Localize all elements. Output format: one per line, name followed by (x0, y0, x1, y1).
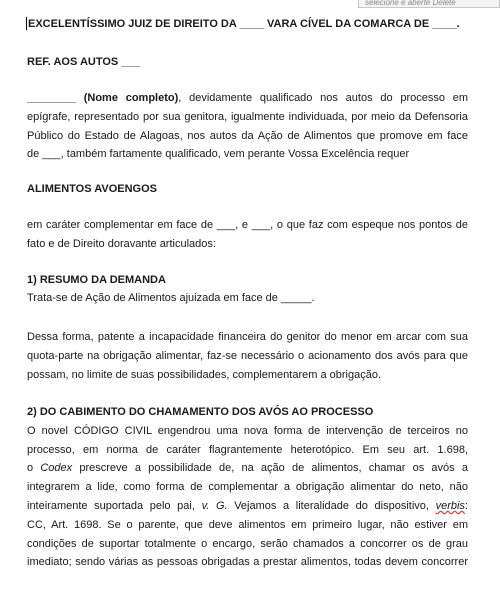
edit-hint-tooltip: selecione e aberte Delete (358, 0, 500, 8)
intro-line-1 (27, 91, 468, 105)
section2-line-2: processo, em norma de caráter flagrantemente heterotópico. Em seu art. 1.698, (27, 444, 468, 456)
verbis-italic: verbis (435, 500, 465, 512)
section2-line-3-a: o (27, 462, 41, 474)
section2-line-4: integrarem a lide, como forma de complementar a obrigação alimentar do neto, não (27, 481, 468, 493)
section2-line-3 (27, 461, 468, 475)
section2-line-5-b: Vejamos a literalidade do dispositivo, (227, 500, 436, 512)
section1-para2-line-3: possam, no limite de suas possibilidades, complementarem a obrigação. (27, 369, 382, 381)
section1-heading: 1) RESUMO DA DEMANDA (27, 274, 166, 286)
intro-line-3: Público do Estado de Alagoas, nos autos da Ação de Alimentos que promove em face (27, 130, 468, 142)
name-placeholder: (Nome completo) (83, 92, 179, 104)
ref-autos: REF. AOS AUTOS ___ (27, 56, 140, 68)
section1-para2-line-1: Dessa forma, patente a incapacidade financeira do genitor do menor em arcar com sua (27, 331, 468, 343)
vg-italic: v. G. (201, 500, 228, 512)
section2-line-8: imediato; sendo várias as pessoas obrigadas a prestar alimentos, todas devem concorrer (27, 556, 468, 568)
section2-line-5-c: : (464, 500, 468, 512)
text-cursor (26, 17, 27, 30)
section1-para2-line-2: quota-parte na obrigação alimentar, faz-se necessário o acionamento dos avós para que (27, 350, 468, 362)
section-title: ALIMENTOS AVOENGOS (27, 183, 157, 195)
section2-line-6: CC, Art. 1698. Se o parente, que deve alimentos em primeiro lugar, não estiver em (27, 519, 468, 531)
codex-italic: Codex (40, 462, 73, 474)
section2-heading: 2) DO CABIMENTO DO CHAMAMENTO DOS AVÓS AO PROCESSO (27, 406, 374, 418)
intro-line-4: de ___, também fartamente qualificado, vem perante Vossa Excelência requer (27, 148, 410, 160)
section2-line-1: O novel CÓDIGO CIVIL engendrou uma nova forma de intervenção de terceiros no (27, 425, 468, 437)
name-blank: ________ (27, 92, 76, 104)
section2-line-3-b: prescreve a possibilidade de, na ação de alimentos, chamar os avós a (72, 462, 468, 474)
intro-line-1-rest: , devidamente qualificado nos autos do processo em (178, 92, 468, 104)
intro-line-2: epígrafe, representado por sua genitora, igualmente individuada, por meio da Defensoria (27, 111, 468, 123)
document-header: EXCELENTÍSSIMO JUIZ DE DIREITO DA ____ VARA CÍVEL DA COMARCA DE ____. (28, 18, 460, 30)
section1-line-1: Trata-se de Ação de Alimentos ajuizada em face de _____. (27, 292, 315, 304)
complement-line-1: em caráter complementar em face de ___, e ___, o que faz com espeque nos pontos de (27, 219, 468, 231)
complement-line-2: fato e de Direito doravante articulados: (27, 238, 216, 250)
section2-line-5-a: inteiramente suportada pelo pai, (27, 500, 202, 512)
section2-line-5 (27, 499, 468, 513)
section2-line-7: condições de suportar totalmente o encargo, serão chamados a concorrer os de grau (27, 538, 468, 550)
